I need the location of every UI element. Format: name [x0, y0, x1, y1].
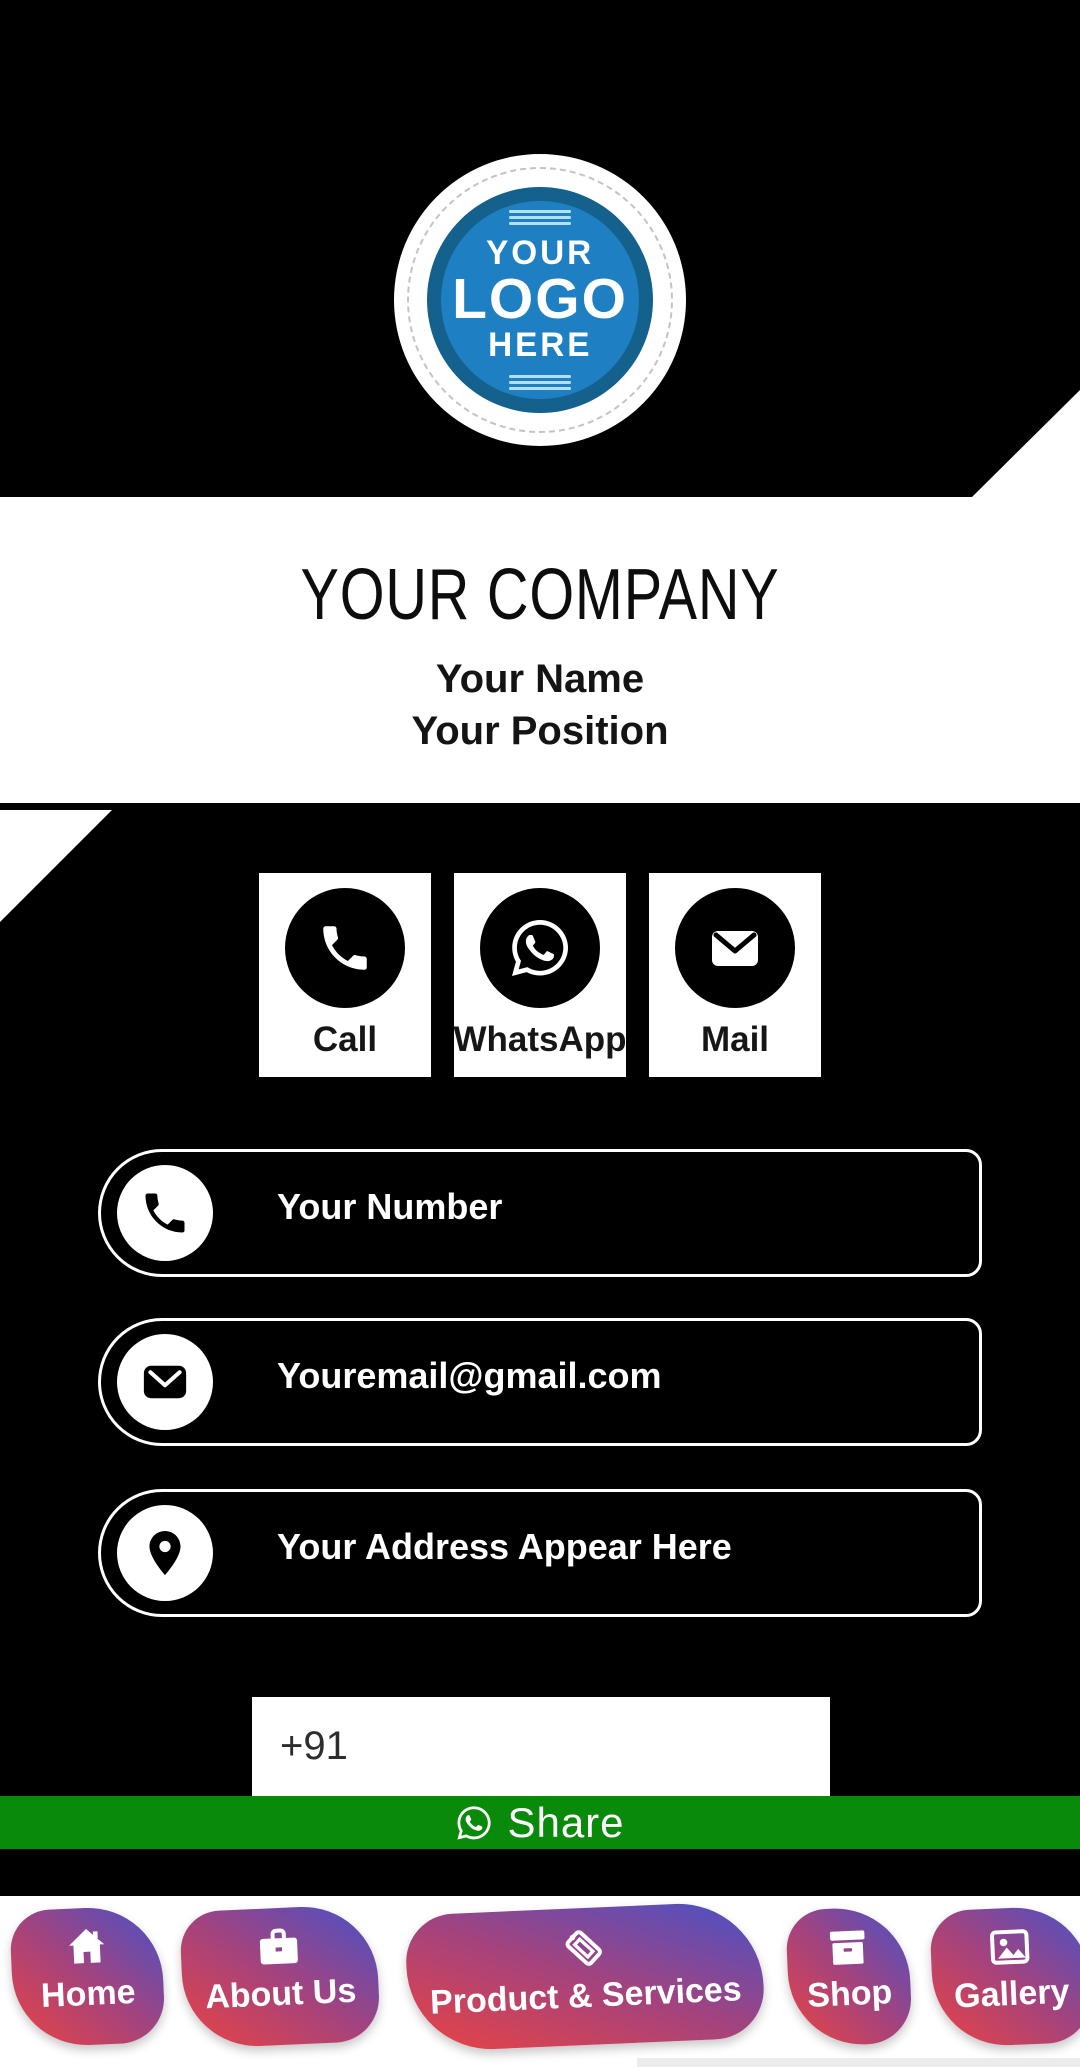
- company-logo: [394, 154, 686, 446]
- logo-text-here: HERE: [487, 326, 593, 364]
- nav-product-services-button[interactable]: [404, 1900, 766, 2052]
- phone-icon: [117, 1165, 213, 1261]
- nav-about-us-button[interactable]: [179, 1904, 381, 2049]
- call-button[interactable]: [259, 873, 431, 1077]
- address-text: Your Address Appear Here: [277, 1526, 732, 1567]
- address-field[interactable]: [98, 1489, 982, 1617]
- nav-product-services-label: Product & Services: [429, 1970, 743, 2022]
- quick-actions: [0, 873, 1080, 1077]
- person-name: Your Name: [435, 657, 645, 701]
- bottom-nav: [12, 1908, 1080, 2045]
- nav-home-button[interactable]: [9, 1905, 166, 2048]
- bottom-strip-decoration: [637, 2058, 1080, 2067]
- logo-disc: [441, 201, 639, 399]
- logo-decor-lines-top: [509, 207, 571, 228]
- location-pin-icon: [117, 1505, 213, 1601]
- share-label: Share: [507, 1799, 625, 1846]
- company-section: [0, 497, 1080, 803]
- nav-shop-label: Shop: [806, 1973, 894, 2015]
- ticket-icon: [556, 1922, 612, 1974]
- mail-button[interactable]: [649, 873, 821, 1077]
- archive-box-icon: [823, 1922, 873, 1972]
- header-section: [0, 0, 1080, 497]
- person-position: Your Position: [411, 709, 669, 753]
- company-name: YOUR COMPANY: [300, 555, 780, 635]
- share-button[interactable]: [0, 1796, 1080, 1849]
- envelope-icon: [675, 888, 795, 1008]
- home-icon: [61, 1922, 111, 1972]
- email-field[interactable]: [98, 1318, 982, 1446]
- main-section: [0, 803, 1080, 1896]
- email-text: Youremail@gmail.com: [277, 1355, 662, 1396]
- logo-text-your: YOUR: [485, 234, 595, 272]
- mail-label: Mail: [700, 1020, 770, 1059]
- envelope-icon: [117, 1334, 213, 1430]
- logo-text-logo: LOGO: [452, 267, 628, 331]
- logo-decor-lines-bottom: [509, 372, 571, 393]
- phone-number-field[interactable]: [98, 1149, 982, 1277]
- call-label: Call: [312, 1020, 378, 1059]
- phone-icon: [285, 888, 405, 1008]
- image-icon: [984, 1922, 1036, 1972]
- nav-shop-button[interactable]: [785, 1905, 913, 2047]
- phone-number-input[interactable]: [252, 1697, 830, 1796]
- nav-home-label: Home: [40, 1972, 137, 2016]
- whatsapp-label: WhatsApp: [453, 1020, 627, 1059]
- nav-gallery-button[interactable]: [929, 1905, 1080, 2049]
- whatsapp-icon: [480, 888, 600, 1008]
- phone-input-value: +91: [280, 1724, 348, 1768]
- whatsapp-button[interactable]: [454, 873, 626, 1077]
- whatsapp-icon: [455, 1804, 493, 1842]
- nav-gallery-label: Gallery: [953, 1972, 1071, 2016]
- diagonal-cut-decoration: [972, 390, 1080, 497]
- bottom-nav-section: [0, 1896, 1080, 2067]
- briefcase-icon: [253, 1922, 305, 1972]
- phone-number-text: Your Number: [277, 1186, 503, 1227]
- nav-about-us-label: About Us: [204, 1971, 358, 2017]
